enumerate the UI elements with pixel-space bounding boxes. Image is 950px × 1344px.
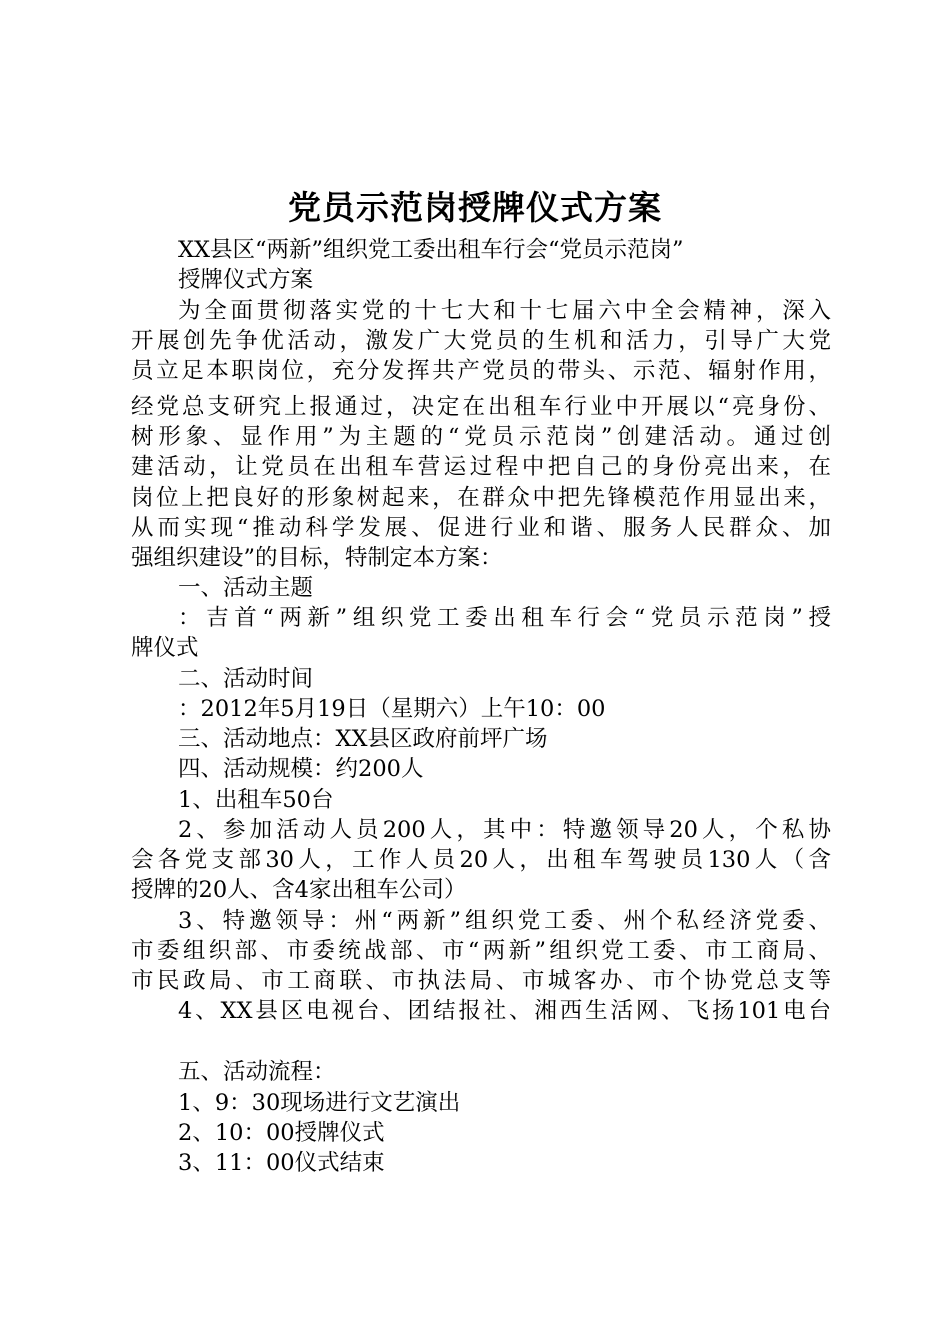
section-heading-process: 五、活动流程： bbox=[178, 1059, 336, 1085]
paragraph-line: 经党总支研究上报通过，决定在出租车行业中开展以“亮身份、 bbox=[131, 394, 831, 420]
process-item-3: 3、11：00仪式结束 bbox=[178, 1150, 385, 1176]
subtitle-line-2: 授牌仪式方案 bbox=[178, 267, 314, 293]
scale-item-2: 2、参加活动人员200人，其中：特邀领导20人，个私协 bbox=[178, 817, 831, 843]
section-heading-scale: 四、活动规模：约200人 bbox=[178, 756, 424, 782]
paragraph-line: 树形象、显作用”为主题的“党员示范岗”创建活动。通过创 bbox=[131, 424, 831, 450]
subtitle-line-1: XX县区“两新”组织党工委出租车行会“党员示范岗” bbox=[178, 237, 684, 263]
scale-item-2-cont: 会各党支部30人，工作人员20人，出租车驾驶员130人（含 bbox=[131, 847, 831, 873]
scale-item-3-cont: 市民政局、市工商联、市执法局、市城客办、市个协党总支等 bbox=[131, 968, 831, 994]
scale-item-2-cont: 授牌的20人、含4家出租车公司） bbox=[131, 877, 467, 903]
event-time: ：2012年5月19日（星期六）上午10：00 bbox=[178, 696, 606, 722]
scale-item-3-cont: 市委组织部、市委统战部、市“两新”组织党工委、市工商局、 bbox=[131, 938, 831, 964]
paragraph-line: 建活动，让党员在出租车营运过程中把自己的身份亮出来，在 bbox=[131, 454, 831, 480]
section-heading-theme: 一、活动主题 bbox=[178, 575, 314, 601]
section-heading-time: 二、活动时间 bbox=[178, 666, 314, 692]
paragraph-line: 员立足本职岗位，充分发挥共产党员的带头、示范、辐射作用， bbox=[131, 358, 831, 384]
paragraph-line: 为全面贯彻落实党的十七大和十七届六中全会精神，深入 bbox=[178, 298, 831, 324]
theme-line-2: 牌仪式 bbox=[131, 635, 199, 661]
paragraph-line: 强组织建设”的目标，特制定本方案： bbox=[131, 545, 503, 571]
paragraph-line: 岗位上把良好的形象树起来，在群众中把先锋模范作用显出来， bbox=[131, 485, 831, 511]
section-heading-location: 三、活动地点：XX县区政府前坪广场 bbox=[178, 726, 548, 752]
scale-item-3: 3、特邀领导：州“两新”组织党工委、州个私经济党委、 bbox=[178, 908, 831, 934]
paragraph-line: 从而实现“推动科学发展、促进行业和谐、服务人民群众、加 bbox=[131, 515, 831, 541]
process-item-2: 2、10：00授牌仪式 bbox=[178, 1120, 385, 1146]
scale-item-1: 1、出租车50台 bbox=[178, 787, 334, 813]
process-item-1: 1、9：30现场进行文艺演出 bbox=[178, 1090, 461, 1116]
scale-item-4: 4、XX县区电视台、团结报社、湘西生活网、飞扬101电台 bbox=[178, 998, 831, 1024]
theme-line-1: ：吉首“两新”组织党工委出租车行会“党员示范岗”授 bbox=[178, 605, 831, 631]
paragraph-line: 开展创先争优活动，激发广大党员的生机和活力，引导广大党 bbox=[131, 328, 831, 354]
document-title: 党员示范岗授牌仪式方案 bbox=[288, 188, 662, 227]
